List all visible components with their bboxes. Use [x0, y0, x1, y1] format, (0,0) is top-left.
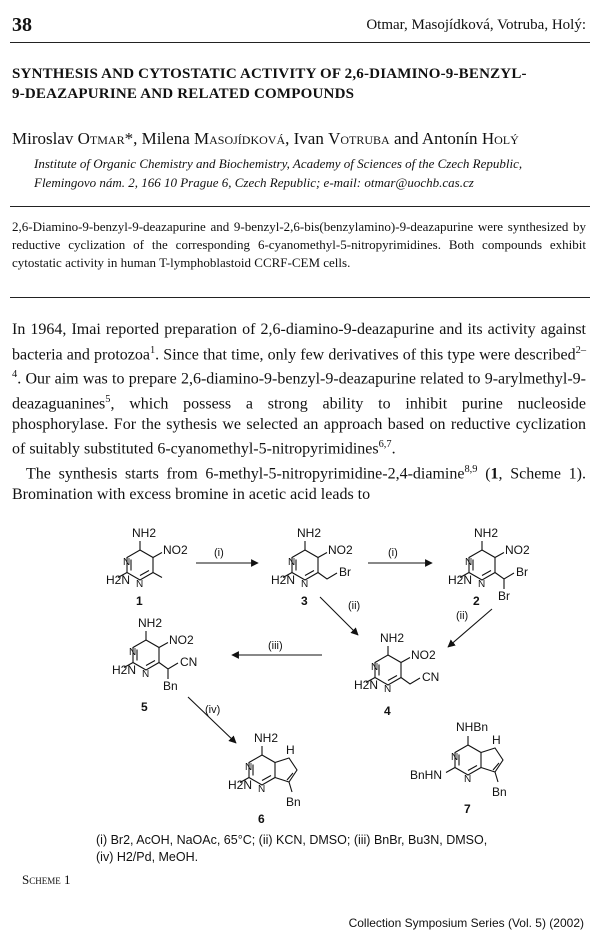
compound-label: 5 — [141, 700, 148, 714]
running-head: Otmar, Masojídková, Votruba, Holý: — [366, 17, 586, 33]
atom-label: NH2 — [254, 731, 279, 745]
atom-label: Bn — [492, 785, 507, 799]
ring-nitrogen: N — [129, 647, 137, 658]
page-number: 38 — [12, 14, 32, 36]
atom-label: H2N — [228, 778, 253, 792]
abstract-bottom-rule — [10, 297, 590, 298]
affiliation-line-1: Institute of Organic Chemistry and Biochemistry, Academy of Sciences of the Czech Republic, — [34, 156, 523, 171]
scheme-caption — [96, 832, 487, 866]
text-run: In 1964, Imai reported preparation of 2,6-diamino-9-deazapurine and its activity against bacteria and protozoa — [12, 321, 586, 363]
author-list: Miroslav Otmar*, Milena Masojídková, Ivan Votruba and Antonín Holý — [12, 129, 519, 148]
title-line-2: 9-DEAZAPURINE AND RELATED COMPOUNDS — [12, 86, 355, 102]
reference: 1 — [149, 344, 156, 356]
text-run: , which possess a strong ability to inhibit purine nucleoside phosphorylase. For the sythesis we selected an approach based on reductive cyclization of suitably substituted 6-cyanomethyl-5-nitropyrimidines — [12, 395, 586, 458]
compound-1-atoms — [106, 526, 188, 608]
atom-label: CN — [422, 670, 440, 684]
text-run: , Scheme 1). Bromination with excess bromine in acetic acid leads to — [12, 465, 586, 504]
atom-label: NO2 — [505, 543, 530, 557]
atom-label: Br — [498, 589, 510, 603]
body-text — [12, 320, 586, 506]
atom-label: NH2 — [138, 616, 163, 630]
ring-nitrogen: N — [301, 579, 309, 590]
caption-line-1: (i) Br2, AcOH, NaOAc, 65°C; (ii) KCN, DMSO; (iii) BnBr, Bu3N, DMSO, — [96, 833, 488, 847]
atom-label: H — [492, 733, 501, 747]
atom-label: H2N — [448, 573, 473, 587]
text-run: ( — [477, 465, 491, 483]
ring-nitrogen: N — [245, 762, 253, 773]
article-title — [12, 64, 588, 104]
ring-nitrogen: N — [371, 662, 379, 673]
author-first: Miroslav — [12, 129, 74, 148]
ring-nitrogen: N — [288, 557, 296, 568]
author-mark: * — [124, 129, 134, 148]
text-run: . Since that time, only few derivatives of this type were described — [155, 345, 576, 363]
affiliation-line-2: Flemingovo nám. 2, 166 10 Prague 6, Czech Republic; e-mail: otmar@uochb.cas.cz — [34, 175, 474, 190]
ring-nitrogen: N — [123, 557, 131, 568]
atom-label: H2N — [271, 573, 296, 587]
paragraph-1 — [12, 320, 586, 460]
ring-nitrogen: N — [136, 579, 144, 590]
caption-line-2: (iv) H2/Pd, MeOH. — [96, 850, 199, 864]
step-label: (iii) — [268, 640, 283, 652]
reference: 2–4 — [12, 344, 587, 381]
step-label: (ii) — [348, 600, 361, 612]
author-last: Holý — [481, 129, 519, 148]
atom-label: H2N — [106, 573, 131, 587]
text-run: The synthesis starts from 6-methyl-5-nitropyrimidine-2,4-diamine — [26, 465, 465, 483]
step-label: (i) — [214, 547, 224, 559]
compound-label: 4 — [384, 704, 391, 718]
author-last: Votruba — [328, 129, 390, 148]
atom-label: NH2 — [132, 526, 157, 540]
atom-label: NO2 — [328, 543, 353, 557]
reference: 8,9 — [464, 464, 478, 476]
compound-ref: 1 — [490, 465, 499, 483]
compound-3-atoms — [271, 526, 353, 608]
arrow-2-to-4 — [448, 609, 492, 647]
affiliation — [34, 154, 588, 192]
atom-label: NO2 — [411, 648, 436, 662]
author-first: Antonín — [421, 129, 478, 148]
step-label: (ii) — [456, 610, 469, 622]
abstract: 2,6-Diamino-9-benzyl-9-deazapurine and 9-benzyl-2,6-bis(benzylamino)-9-deazapurine were synthesized by reductive cyclization of the corresponding 6-cyanomethyl-5-nitropyrimidines. Both compounds exhibit cytostatic activity in human T-lymphoblastoid CCRF-CEM cells. — [12, 219, 586, 270]
reference: 6,7 — [378, 439, 392, 451]
atom-label: Bn — [286, 795, 301, 809]
compound-4-atoms — [354, 631, 439, 718]
ring-nitrogen: N — [451, 752, 459, 763]
compound-label: 7 — [464, 802, 471, 816]
atom-label: Br — [339, 565, 351, 579]
compound-label: 3 — [301, 594, 308, 608]
atom-label: NO2 — [163, 543, 188, 557]
atom-label: BnHN — [410, 768, 443, 782]
step-label: (i) — [388, 547, 398, 559]
compound-label: 1 — [136, 594, 143, 608]
step-labels — [205, 547, 468, 716]
compound-label: 6 — [258, 812, 265, 826]
header-rule — [10, 42, 590, 43]
reference: 5 — [105, 394, 111, 406]
atom-label: NH2 — [474, 526, 499, 540]
ring-nitrogen: N — [464, 774, 472, 785]
atom-label: Br — [516, 565, 528, 579]
atom-label: NH2 — [380, 631, 405, 645]
ring-nitrogen: N — [465, 557, 473, 568]
compound-6-atoms — [228, 731, 301, 826]
text-run: . — [391, 440, 396, 458]
atom-label: H — [286, 743, 295, 757]
atom-label: NO2 — [169, 633, 194, 647]
scheme-label: Scheme 1 — [22, 872, 71, 887]
author-first: Milena — [141, 129, 190, 148]
ring-nitrogen: N — [384, 684, 392, 695]
atom-label: NHBn — [456, 720, 489, 734]
ring-nitrogen: N — [258, 784, 266, 795]
compound-2-atoms — [448, 526, 530, 608]
author-first: Ivan — [293, 129, 324, 148]
atom-label: CN — [180, 655, 198, 669]
reaction-scheme — [0, 505, 600, 830]
author-last: Otmar — [77, 129, 125, 148]
ring-nitrogen: N — [142, 669, 150, 680]
atom-label: H2N — [112, 663, 137, 677]
atom-label: NH2 — [297, 526, 322, 540]
step-label: (iv) — [205, 704, 221, 716]
compound-label: 2 — [473, 594, 480, 608]
compound-7-atoms — [410, 720, 507, 816]
text-run: . Our aim was to prepare 2,6-diamino-9-benzyl-9-deazapurine related to 9-arylmethyl-9-deazaguanines — [12, 370, 586, 413]
author-conjunction: and — [393, 129, 419, 148]
atom-label: H2N — [354, 678, 379, 692]
paragraph-2 — [12, 460, 586, 505]
title-line-1: SYNTHESIS AND CYTOSTATIC ACTIVITY OF 2,6-DIAMINO-9-BENZYL- — [12, 66, 527, 82]
page-footer: Collection Symposium Series (Vol. 5) (2002) — [348, 916, 584, 930]
atom-label: Bn — [163, 679, 178, 693]
author-last: Masojídková — [194, 129, 286, 148]
ring-nitrogen: N — [478, 579, 486, 590]
reaction-arrows — [188, 563, 492, 743]
abstract-top-rule — [10, 206, 590, 207]
